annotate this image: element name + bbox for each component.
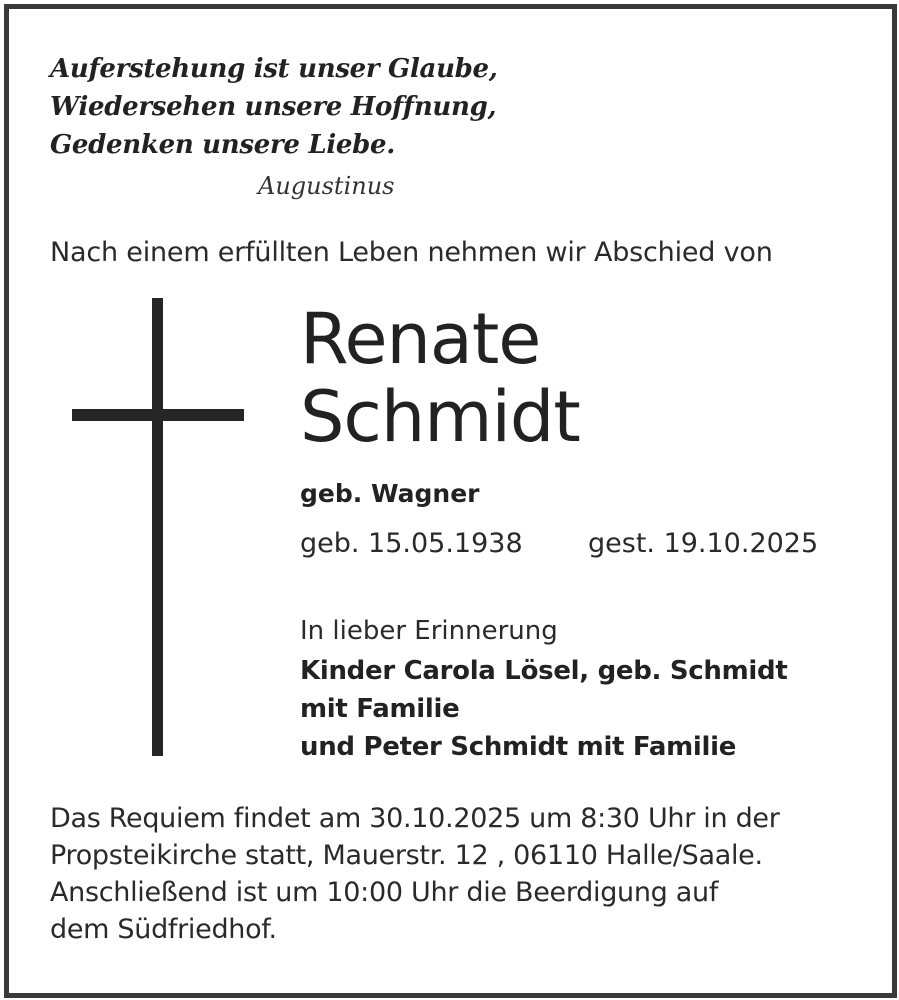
maiden-name: geb. Wagner [300,479,480,508]
mourner-line: mit Familie [300,694,460,724]
mourner-line: Kinder Carola Lösel, geb. Schmidt [300,656,788,686]
death-date: gest. 19.10.2025 [588,528,819,559]
quote [50,50,498,164]
mourners-list [300,652,787,766]
service-line: Das Requiem findet am 30.10.2025 um 8:30 Uhr in der [50,803,780,834]
cross-icon [152,298,163,756]
birth-date: geb. 15.05.1938 [300,528,523,559]
last-name: Schmidt [300,376,580,458]
service-line: Anschließend ist um 10:00 Uhr die Beerdigung auf [50,877,719,908]
intro-text: Nach einem erfüllten Leben nehmen wir Abschied von [50,237,773,268]
service-line: dem Südfriedhof. [50,914,277,945]
quote-line: Auferstehung ist unser Glaube, [50,54,498,84]
cross-icon-crossbar [72,409,244,421]
service-line: Propsteikirche statt, Mauerstr. 12 , 06110 Halle/Saale. [50,840,763,871]
service-info [50,800,780,948]
quote-line: Gedenken unsere Liebe. [50,130,396,160]
first-name: Renate [300,298,541,380]
quote-author: Augustinus [258,172,395,200]
quote-line: Wiedersehen unsere Hoffnung, [50,92,497,122]
deceased-name [300,300,580,456]
memory-intro: In lieber Erinnerung [300,616,558,646]
mourner-line: und Peter Schmidt mit Familie [300,732,737,762]
